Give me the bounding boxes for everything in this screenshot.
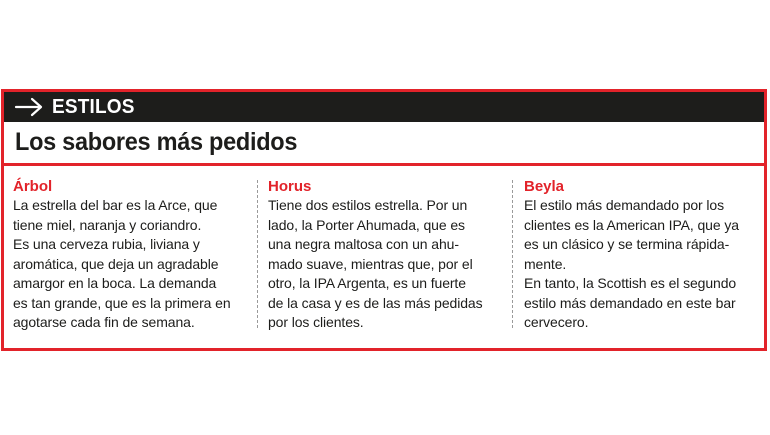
column-horus [268,178,508,333]
brewery-name: Árbol [13,178,53,195]
title-row [4,122,764,166]
column-beyla [524,178,764,333]
brewery-name: Beyla [524,178,565,195]
column-divider [512,180,513,328]
brewery-description: El estilo más demandado por los clientes es la American IPA, que ya es un clásico y se termina rápida- mente. En tanto, la Scottish es el segundo estilo más demandado en este bar cervecero. [524,197,739,330]
brewery-name: Horus [268,178,312,195]
arrow-right-icon [14,97,44,117]
section-label: ESTILOS [52,95,135,118]
columns [4,166,764,348]
brewery-description: La estrella del bar es la Arce, que tiene miel, naranja y coriandro. Es una cerveza rubia, liviana y aromática, que deja un agradable amargor en la boca. La demanda es tan grande, que es la primera en agotarse cada fin de semana. [13,197,231,330]
column-arbol [13,178,253,333]
section-header [4,92,764,122]
column-divider [257,180,258,328]
page-title: Los sabores más pedidos [15,128,298,156]
brewery-description: Tiene dos estilos estrella. Por un lado, la Porter Ahumada, que es una negra maltosa con un ahu- mado suave, mientras que, por el otro, la IPA Argenta, es un fuerte de la casa y es de las más pedidas por los clientes. [268,197,483,330]
infobox [1,89,767,351]
